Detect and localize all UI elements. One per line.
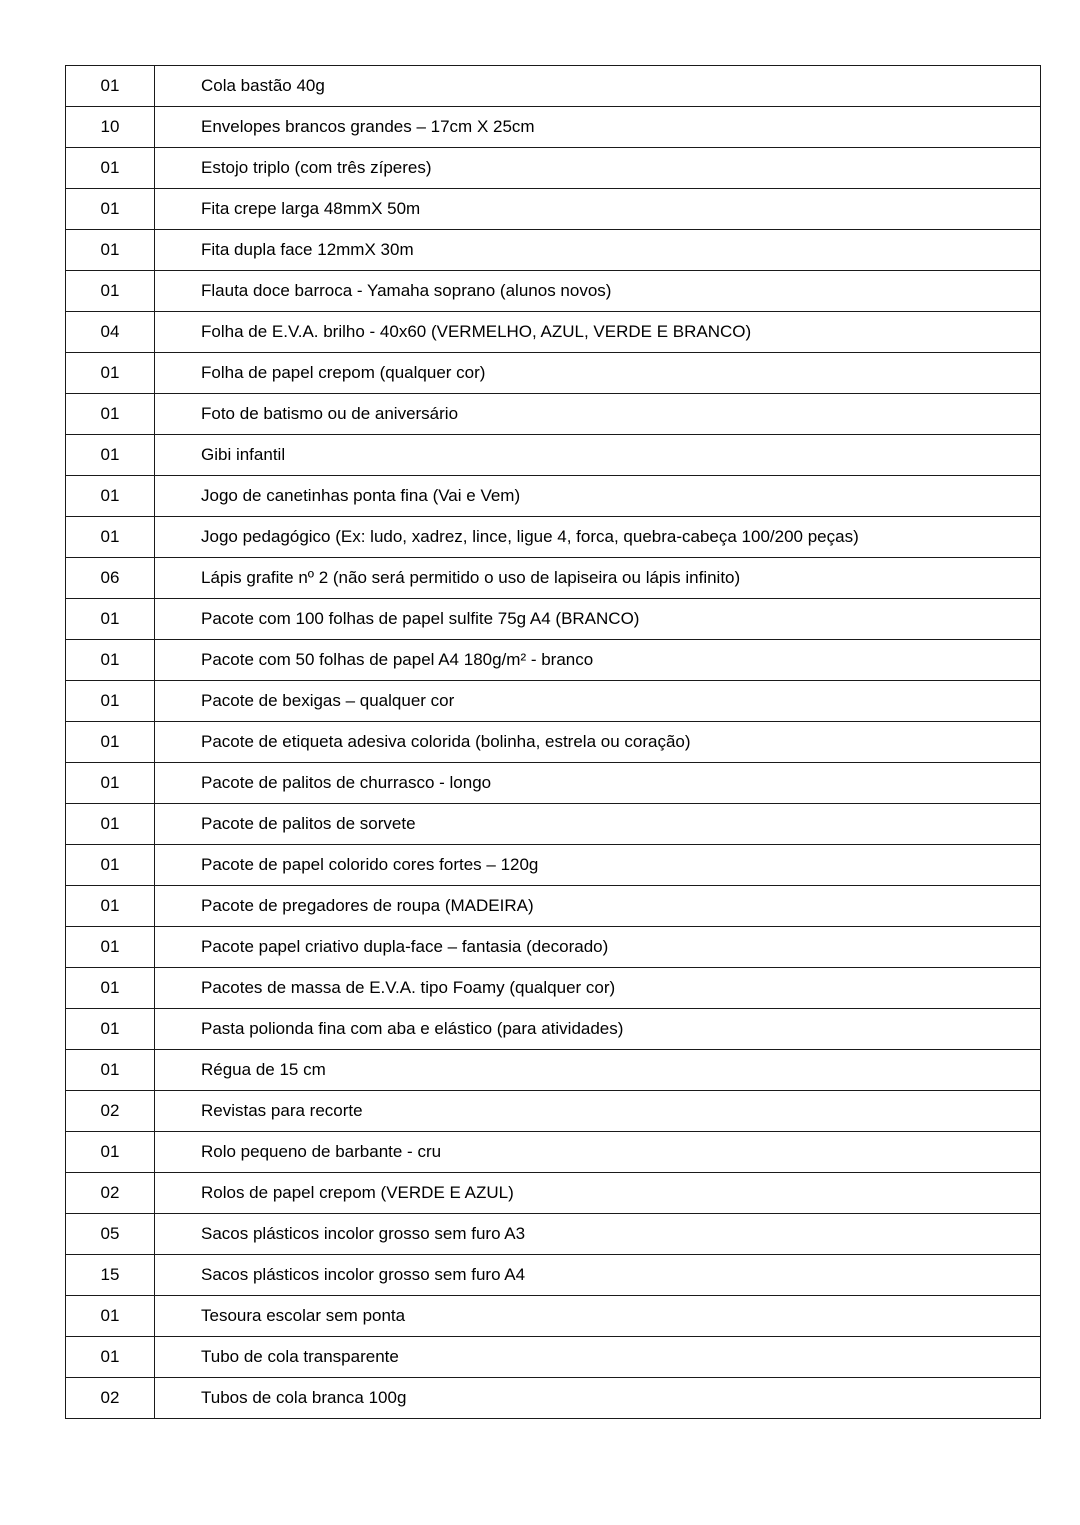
item-description-cell: Tubo de cola transparente [155, 1337, 1041, 1378]
item-description-cell: Flauta doce barroca - Yamaha soprano (alunos novos) [155, 271, 1041, 312]
item-description-cell: Fita crepe larga 48mmX 50m [155, 189, 1041, 230]
quantity-cell: 01 [66, 66, 155, 107]
table-row [66, 394, 1041, 435]
item-description-cell: Rolo pequeno de barbante - cru [155, 1132, 1041, 1173]
table-row [66, 271, 1041, 312]
quantity-cell: 02 [66, 1173, 155, 1214]
quantity-cell: 06 [66, 558, 155, 599]
table-row [66, 845, 1041, 886]
table-row [66, 189, 1041, 230]
table-row [66, 1091, 1041, 1132]
table-row [66, 763, 1041, 804]
item-description-cell: Lápis grafite nº 2 (não será permitido o uso de lapiseira ou lápis infinito) [155, 558, 1041, 599]
table-row [66, 1378, 1041, 1419]
table-row [66, 1173, 1041, 1214]
table-row [66, 886, 1041, 927]
quantity-cell: 01 [66, 681, 155, 722]
quantity-cell: 01 [66, 599, 155, 640]
table-row [66, 1255, 1041, 1296]
quantity-cell: 01 [66, 148, 155, 189]
quantity-cell: 02 [66, 1091, 155, 1132]
quantity-cell: 01 [66, 1337, 155, 1378]
supply-list-table [65, 65, 1041, 1419]
quantity-cell: 01 [66, 271, 155, 312]
table-row [66, 927, 1041, 968]
table-row [66, 1132, 1041, 1173]
table-row [66, 1296, 1041, 1337]
item-description-cell: Pacote papel criativo dupla-face – fantasia (decorado) [155, 927, 1041, 968]
quantity-cell: 15 [66, 1255, 155, 1296]
item-description-cell: Pacote de papel colorido cores fortes – 120g [155, 845, 1041, 886]
quantity-cell: 01 [66, 1050, 155, 1091]
quantity-cell: 01 [66, 230, 155, 271]
quantity-cell: 01 [66, 435, 155, 476]
quantity-cell: 05 [66, 1214, 155, 1255]
quantity-cell: 01 [66, 804, 155, 845]
item-description-cell: Envelopes brancos grandes – 17cm X 25cm [155, 107, 1041, 148]
item-description-cell: Pasta polionda fina com aba e elástico (para atividades) [155, 1009, 1041, 1050]
item-description-cell: Revistas para recorte [155, 1091, 1041, 1132]
table-row [66, 681, 1041, 722]
quantity-cell: 01 [66, 476, 155, 517]
table-row [66, 476, 1041, 517]
item-description-cell: Pacote de pregadores de roupa (MADEIRA) [155, 886, 1041, 927]
quantity-cell: 01 [66, 189, 155, 230]
quantity-cell: 01 [66, 394, 155, 435]
table-row [66, 722, 1041, 763]
item-description-cell: Folha de papel crepom (qualquer cor) [155, 353, 1041, 394]
item-description-cell: Sacos plásticos incolor grosso sem furo A3 [155, 1214, 1041, 1255]
item-description-cell: Gibi infantil [155, 435, 1041, 476]
quantity-cell: 01 [66, 722, 155, 763]
table-row [66, 1214, 1041, 1255]
item-description-cell: Pacote de bexigas – qualquer cor [155, 681, 1041, 722]
item-description-cell: Rolos de papel crepom (VERDE E AZUL) [155, 1173, 1041, 1214]
quantity-cell: 01 [66, 1132, 155, 1173]
item-description-cell: Tesoura escolar sem ponta [155, 1296, 1041, 1337]
quantity-cell: 01 [66, 1009, 155, 1050]
table-row [66, 312, 1041, 353]
table-row [66, 148, 1041, 189]
item-description-cell: Foto de batismo ou de aniversário [155, 394, 1041, 435]
item-description-cell: Fita dupla face 12mmX 30m [155, 230, 1041, 271]
quantity-cell: 01 [66, 927, 155, 968]
table-row [66, 599, 1041, 640]
quantity-cell: 01 [66, 845, 155, 886]
item-description-cell: Tubos de cola branca 100g [155, 1378, 1041, 1419]
item-description-cell: Pacote de palitos de sorvete [155, 804, 1041, 845]
table-row [66, 640, 1041, 681]
table-row [66, 107, 1041, 148]
item-description-cell: Pacote com 50 folhas de papel A4 180g/m² - branco [155, 640, 1041, 681]
table-row [66, 230, 1041, 271]
quantity-cell: 01 [66, 968, 155, 1009]
supply-list-body [66, 66, 1041, 1419]
quantity-cell: 01 [66, 353, 155, 394]
table-row [66, 435, 1041, 476]
table-row [66, 968, 1041, 1009]
item-description-cell: Pacote de palitos de churrasco - longo [155, 763, 1041, 804]
table-row [66, 66, 1041, 107]
quantity-cell: 02 [66, 1378, 155, 1419]
item-description-cell: Pacote com 100 folhas de papel sulfite 75g A4 (BRANCO) [155, 599, 1041, 640]
table-row [66, 1009, 1041, 1050]
item-description-cell: Jogo pedagógico (Ex: ludo, xadrez, lince, ligue 4, forca, quebra-cabeça 100/200 peças) [155, 517, 1041, 558]
item-description-cell: Jogo de canetinhas ponta fina (Vai e Vem) [155, 476, 1041, 517]
table-row [66, 558, 1041, 599]
item-description-cell: Estojo triplo (com três zíperes) [155, 148, 1041, 189]
item-description-cell: Pacote de etiqueta adesiva colorida (bolinha, estrela ou coração) [155, 722, 1041, 763]
quantity-cell: 01 [66, 1296, 155, 1337]
table-row [66, 517, 1041, 558]
item-description-cell: Sacos plásticos incolor grosso sem furo A4 [155, 1255, 1041, 1296]
item-description-cell: Pacotes de massa de E.V.A. tipo Foamy (qualquer cor) [155, 968, 1041, 1009]
quantity-cell: 01 [66, 640, 155, 681]
quantity-cell: 01 [66, 886, 155, 927]
item-description-cell: Folha de E.V.A. brilho - 40x60 (VERMELHO, AZUL, VERDE E BRANCO) [155, 312, 1041, 353]
table-row [66, 353, 1041, 394]
item-description-cell: Cola bastão 40g [155, 66, 1041, 107]
table-row [66, 1050, 1041, 1091]
item-description-cell: Régua de 15 cm [155, 1050, 1041, 1091]
quantity-cell: 10 [66, 107, 155, 148]
quantity-cell: 01 [66, 517, 155, 558]
quantity-cell: 01 [66, 763, 155, 804]
quantity-cell: 04 [66, 312, 155, 353]
table-row [66, 1337, 1041, 1378]
table-row [66, 804, 1041, 845]
